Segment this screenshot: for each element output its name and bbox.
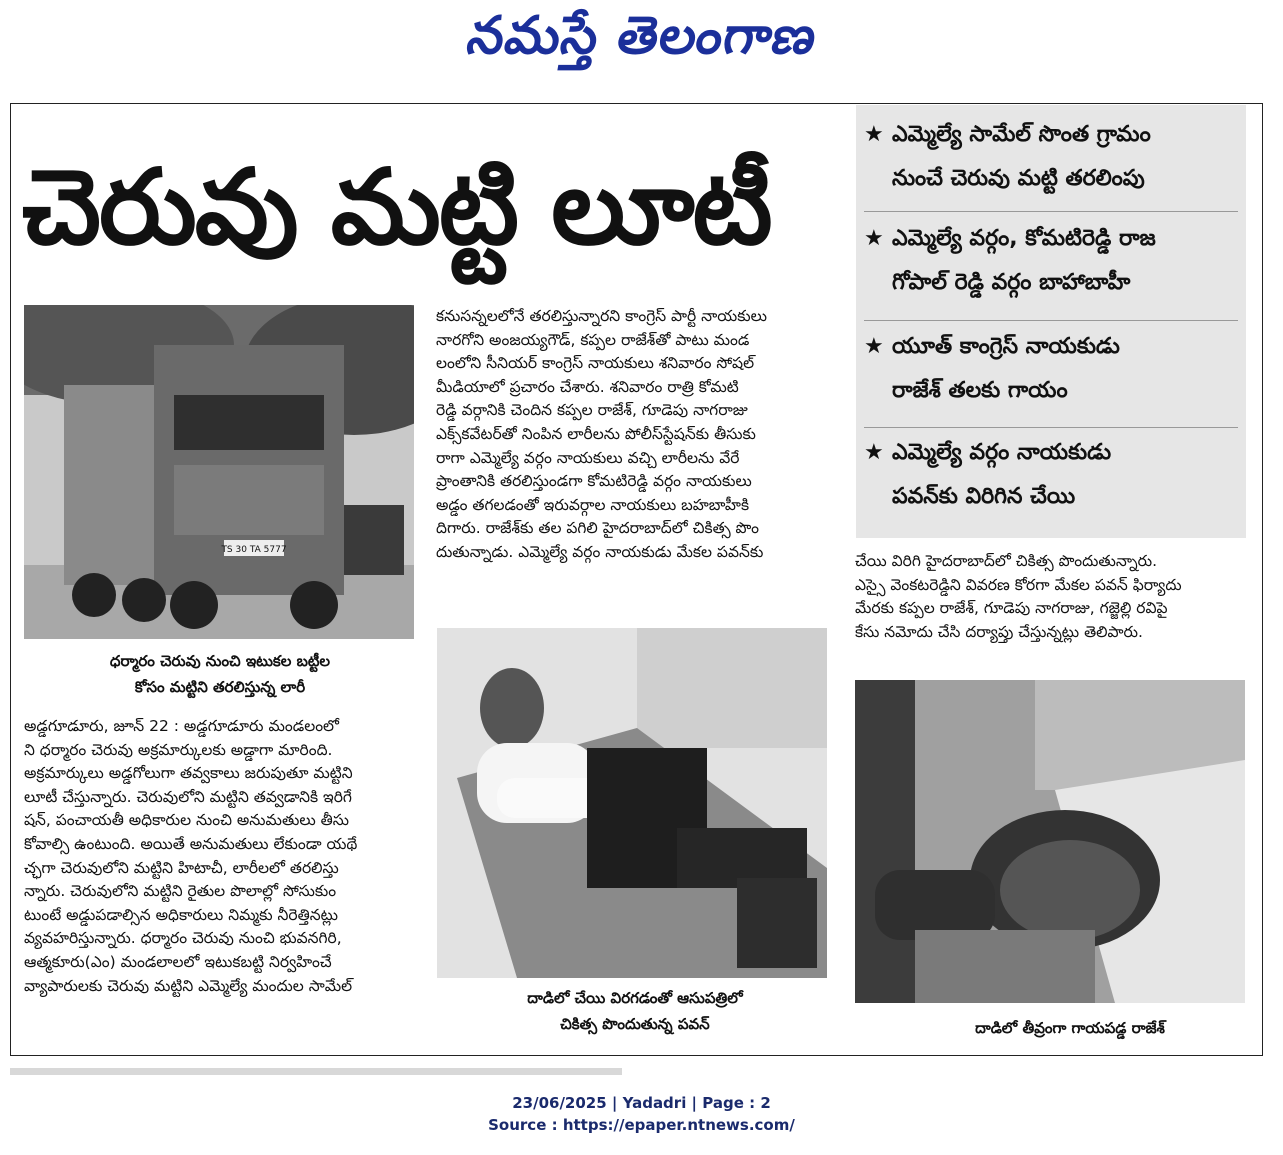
- caption-line: కోసం మట్టిని తరలిస్తున్న లారీ: [134, 678, 306, 696]
- text-line: దిగారు. రాజేశ్‌కు తల పగిలి హైదరాబాద్‌లో చికిత్స పొం: [436, 519, 760, 538]
- pavan-photo: [437, 628, 827, 978]
- star-icon: ★: [864, 334, 884, 359]
- text-line: లూటీ చేస్తున్నారు. చెరువులోని మట్టిని తవ్వడానికి ఇరిగే: [24, 787, 352, 806]
- text-line: న్నారు. చెరువులోని మట్టిని రైతుల పొలాల్లో సోసుకుం: [24, 882, 337, 901]
- article-column-2: [436, 305, 831, 565]
- text-line: అడ్డగూడూరు, జూన్ 22 : అడ్డగూడూరు మండలంలో: [24, 717, 340, 735]
- caption-line: ధర్మారం చెరువు నుంచి ఇటుకల బట్టీల: [109, 652, 331, 670]
- caption-line: చికిత్స పొందుతున్న పవన్: [560, 1015, 710, 1033]
- footer-source: Source : https://epaper.ntnews.com/: [488, 1116, 795, 1134]
- text-line: అడ్డం తగలడంతో ఇరువర్గాల నాయకులు బహబాహీకి: [436, 495, 750, 514]
- text-line: చేయి విరిగి హైదరాబాద్‌లో చికిత్స పొందుతున్నారు.: [855, 552, 1158, 570]
- text-line: ఆత్మకూరు(ఎం) మండలాలలో ఇటుకబట్టి నిర్వహించే: [24, 952, 332, 971]
- footer-date-edition: 23/06/2025 | Yadadri | Page : 2: [512, 1094, 771, 1112]
- star-icon: ★: [864, 440, 884, 465]
- newspaper-logo: నమస్తే తెలంగాణ: [463, 6, 823, 66]
- highlight-line: పవన్‌కు విరిగిన చేయి: [892, 484, 1076, 509]
- highlight-item: [864, 113, 1240, 201]
- highlight-line: ఎమ్మెల్యే వర్గం, కోమటిరెడ్డి రాజ: [892, 226, 1156, 251]
- truck-caption: [40, 648, 400, 700]
- text-line: షన్, పంచాయతీ అధికారుల నుంచి అనుమతులు తీసు: [24, 811, 350, 830]
- text-line: అక్రమార్కులు అడ్డగోలుగా తవ్వకాలు జరుపుతూ మట్టిని: [24, 764, 353, 783]
- highlight-line: నుంచే చెరువు మట్టి తరలింపు: [892, 166, 1145, 191]
- highlights-box: [856, 105, 1246, 538]
- article-column-1: [24, 715, 416, 998]
- hospital-patient-illustration: [437, 628, 827, 978]
- text-line: మేరకు కప్పల రాజేశ్, గూడెపు నాగరాజు, గజ్జెల్లి రవిపై: [855, 599, 1168, 618]
- text-line: దుతున్నాడు. ఎమ్మెల్యే వర్గం నాయకుడు మేకల పవన్‌కు: [436, 542, 764, 561]
- text-line: వ్యాపారులకు చెరువు మట్టిని ఎమ్మెల్యే మందుల సామేల్: [24, 976, 353, 995]
- text-line: ని ధర్మారం చెరువు అక్రమార్కులకు అడ్డాగా మారింది.: [24, 740, 333, 759]
- text-line: చ్ఛగా చెరువులోని మట్టిని హిటాచీ, లారీలలో తరలిస్తు: [24, 858, 339, 877]
- highlight-line: రాజేశ్ తలకు గాయం: [892, 378, 1068, 403]
- text-line: రాగా ఎమ్మెల్యే వర్గం నాయకులు వచ్చి లారీలను వేరే: [436, 448, 740, 467]
- truck-plate: TS 30 TA 5777: [221, 545, 287, 555]
- article-column-3: [855, 550, 1247, 644]
- text-line: ఎస్సై వెంకటరెడ్డిని వివరణ కోరగా మేకల పవన్ ఫిర్యాదు: [855, 575, 1182, 594]
- star-icon: ★: [864, 226, 884, 251]
- text-line: టుంటే అడ్డుపడాల్సిన అధికారులు నిమ్మకు నీరెత్తినట్లు: [24, 905, 338, 924]
- highlight-item: [864, 431, 1240, 519]
- page-edge-strip: [10, 1068, 622, 1075]
- truck-photo: [24, 305, 414, 639]
- caption-line: దాడిలో తీవ్రంగా గాయపడ్డ రాజేశ్: [975, 1019, 1165, 1037]
- text-line: కనుసన్నలలోనే తరలిస్తున్నారని కాంగ్రెస్ పార్టీ నాయకులు: [436, 307, 767, 325]
- text-line: మీడియాలో ప్రచారం చేశారు. శనివారం రాత్రి కోమటి: [436, 377, 739, 396]
- pavan-caption: [460, 985, 810, 1037]
- highlight-item: [864, 325, 1240, 413]
- injured-person-illustration: [855, 680, 1245, 1003]
- highlight-line: ఎమ్మెల్యే వర్గం నాయకుడు: [892, 440, 1112, 465]
- highlight-line: ఎమ్మెల్యే సామేల్ సొంత గ్రామం: [892, 122, 1151, 147]
- text-line: లంలోని సీనియర్ కాంగ్రెస్ నాయకులు శనివారం సోషల్: [436, 354, 755, 373]
- highlight-line: గోపాల్ రెడ్డి వర్గం బాహాబాహీ: [892, 270, 1131, 295]
- star-icon: ★: [864, 122, 884, 147]
- text-line: ఎక్స్‌కవేటర్‌తో నింపిన లారీలను పోలీస్‌స్టేషన్‌కు తీసుకు: [436, 424, 756, 443]
- divider: [864, 211, 1238, 212]
- text-line: ప్రాంతానికి తరలిస్తుండగా కోమటిరెడ్డి వర్గం నాయకులు: [436, 472, 752, 491]
- text-line: వ్యవహరిస్తున్నారు. ధర్మారం చెరువు నుంచి భువనగిరి,: [24, 929, 342, 948]
- text-line: రెడ్డి వర్గానికి చెందిన కప్పల రాజేశ్, గూడెపు నాగరాజు: [436, 401, 748, 420]
- text-line: కోవాల్సి ఉంటుంది. అయితే అనుమతులు లేకుండా యథే: [24, 834, 358, 853]
- highlight-item: [864, 217, 1240, 305]
- divider: [864, 320, 1238, 321]
- caption-line: దాడిలో చేయి విరగడంతో ఆసుపత్రిలో: [527, 989, 743, 1007]
- masthead: [0, 0, 1283, 90]
- divider: [864, 427, 1238, 428]
- truck-illustration: [24, 305, 414, 639]
- rajesh-photo: [855, 680, 1245, 1003]
- rajesh-caption: [925, 1015, 1215, 1041]
- page-title: చెరువు మట్టి లూటీ: [22, 146, 771, 268]
- text-line: కేసు నమోదు చేసి దర్యాప్తు చేస్తున్నట్లు తెలిపారు.: [855, 622, 1143, 641]
- text-line: నారగోని అంజయ్యగౌడ్, కప్పల రాజేశ్‌తో పాటు మండ: [436, 330, 750, 349]
- highlight-line: యూత్ కాంగ్రెస్ నాయకుడు: [892, 334, 1120, 359]
